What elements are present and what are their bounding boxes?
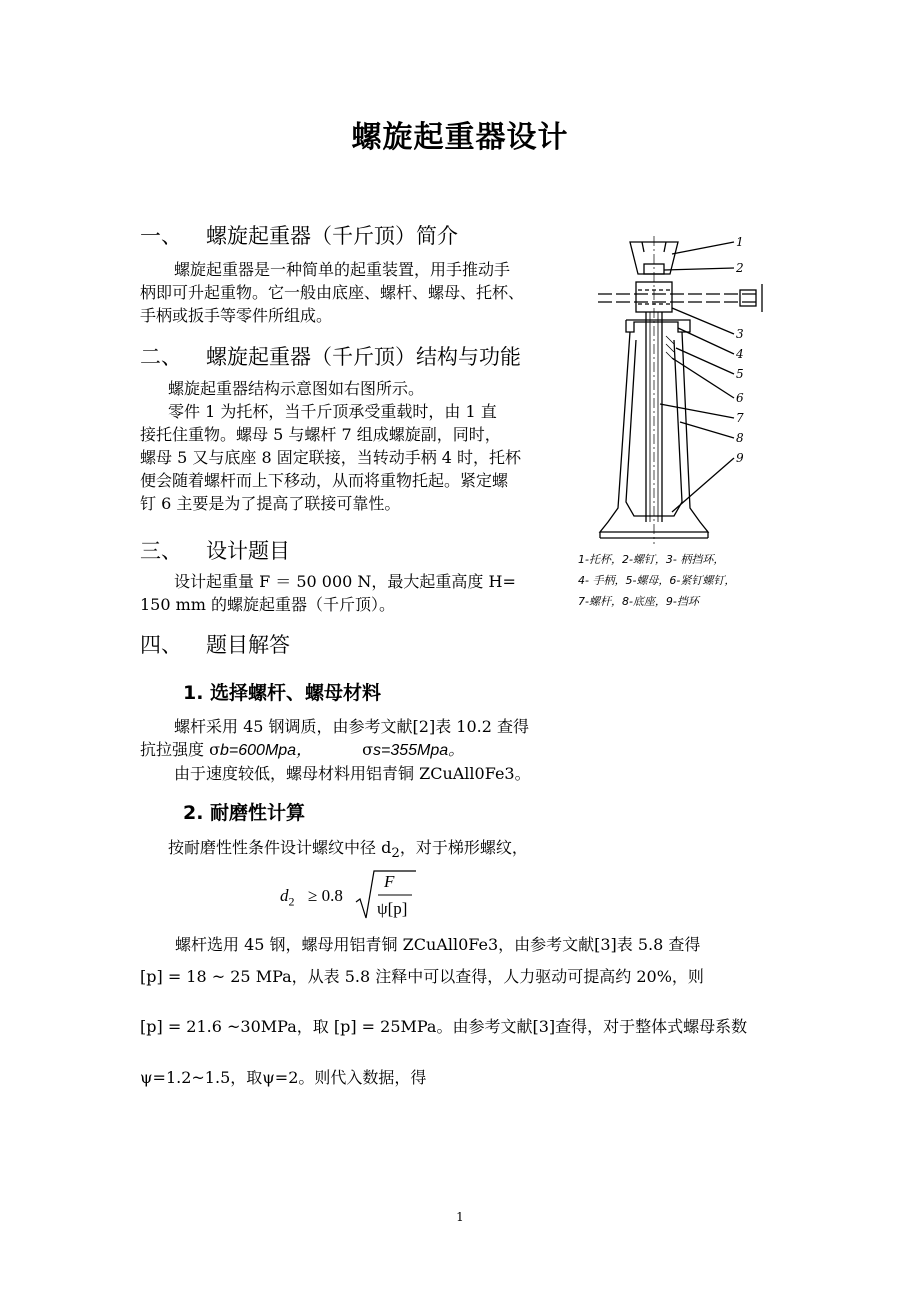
body-line: 设计起重量 F ＝ 50 000 N，最大起重高度 H= <box>174 572 516 591</box>
figure-label: 4 <box>736 347 744 361</box>
tensile-strength-label: 抗拉强度 σ <box>140 740 221 759</box>
body-line: [p] = 18 ~ 25 MPa，从表 5.8 注释中可以查得，人力驱动可提高约 20%，则 <box>140 967 704 986</box>
section-3-heading <box>140 535 290 565</box>
formula-numerator: F <box>384 872 395 891</box>
page-title: 螺旋起重器设计 <box>351 120 569 155</box>
body-line: 150 mm 的螺旋起重器（千斤顶）。 <box>140 595 396 614</box>
body-line: 螺杆采用 45 钢调质，由参考文献[2]表 10.2 查得 <box>174 717 529 736</box>
body-line: 接托住重物。螺母 5 与螺杆 7 组成螺旋副，同时， <box>140 425 501 444</box>
formula-denominator: ψ[p] <box>377 899 408 918</box>
body-line: 螺旋起重器是一种简单的起重装置，用手推动手 <box>174 260 511 279</box>
body-line: 螺母 5 又与底座 8 固定联接，当转动手柄 4 时，托杯 <box>140 448 522 467</box>
body-line: 螺杆选用 45 钢，螺母用铝青铜 ZCuAll0Fe3，由参考文献[3]表 5.8 查得 <box>175 935 701 954</box>
sigma-s-symbol: σ <box>362 740 374 759</box>
body-line: 手柄或扳手等零件所组成。 <box>140 306 333 325</box>
body-line: 零件 1 为托杯，当千斤顶承受重载时，由 1 直 <box>168 402 497 421</box>
jack-structure-diagram <box>578 232 778 552</box>
section-3-title: 设计题目 <box>206 539 290 563</box>
figure-caption <box>578 549 778 612</box>
section-3-body <box>140 570 580 616</box>
section-2-body <box>140 377 580 515</box>
body-line: 按耐磨性性条件设计螺纹中径 d <box>168 838 392 857</box>
sigma-s-value: s=355Mpa。 <box>373 742 465 759</box>
body-line: 钉 6 主要是为了提高了联接可靠性。 <box>140 494 401 513</box>
figure-label: 7 <box>736 411 744 425</box>
caption-line: 7-螺杆，8-底座，9-挡环 <box>578 595 699 608</box>
subsection-2-title: 2. 耐磨性计算 <box>183 802 306 824</box>
body-line <box>140 738 780 762</box>
wear-resistance-line <box>168 836 528 865</box>
formula-operator: ≥ 0.8 <box>308 886 343 905</box>
figure-label: 5 <box>736 367 744 381</box>
figure-label: 3 <box>736 327 744 341</box>
figure-label: 1 <box>736 235 744 249</box>
caption-line: 1-托杯，2-螺钉，3- 柄挡环， <box>578 553 725 566</box>
section-2-heading <box>140 341 521 371</box>
subscript: 2 <box>391 846 400 862</box>
formula-d2 <box>280 868 420 924</box>
section-2-title: 螺旋起重器（千斤顶）结构与功能 <box>206 345 521 369</box>
figure-label: 8 <box>736 431 744 445</box>
section-1-heading <box>140 220 458 250</box>
body-line: ψ=1.2~1.5，取ψ=2。则代入数据，得 <box>140 1068 427 1087</box>
formula-lhs <box>280 886 295 909</box>
section-1-title: 螺旋起重器（千斤顶）简介 <box>206 224 458 248</box>
sigma-b-value: b=600Mpa， <box>220 742 313 759</box>
formula-subscript: 2 <box>288 894 295 909</box>
subsection-1-body <box>140 715 780 785</box>
figure-label: 9 <box>736 451 744 465</box>
formula-d: d <box>280 886 289 905</box>
section-1-number: 一、 <box>140 224 182 248</box>
caption-line: 4- 手柄，5-螺母，6-紧钉螺钉， <box>578 574 736 587</box>
section-1-body <box>140 258 580 327</box>
body-line: 柄即可升起重物。它一般由底座、螺杆、螺母、托杯、 <box>140 283 525 302</box>
section-2-number: 二、 <box>140 345 182 369</box>
body-line: 螺旋起重器结构示意图如右图所示。 <box>168 379 425 398</box>
body-line: [p] = 21.6 ~30MPa，取 [p] = 25MPa。由参考文献[3]查得，对于整体式螺母系数 <box>140 1017 748 1036</box>
figure-label: 6 <box>736 391 744 405</box>
section-4-heading <box>140 629 290 659</box>
figure-label: 2 <box>736 261 744 275</box>
subsection-1-title: 1. 选择螺杆、螺母材料 <box>183 682 382 704</box>
body-line: 便会随着螺杆而上下移动，从而将重物托起。紧定螺 <box>140 471 509 490</box>
body-line: ，对于梯形螺纹， <box>399 838 528 857</box>
section-3-number: 三、 <box>140 539 182 563</box>
page-number: 1 <box>456 1210 464 1224</box>
body-line: 由于速度较低，螺母材料用铝青铜 ZCuAll0Fe3。 <box>174 764 531 783</box>
section-4-number: 四、 <box>140 633 182 657</box>
section-4-title: 题目解答 <box>206 633 290 657</box>
